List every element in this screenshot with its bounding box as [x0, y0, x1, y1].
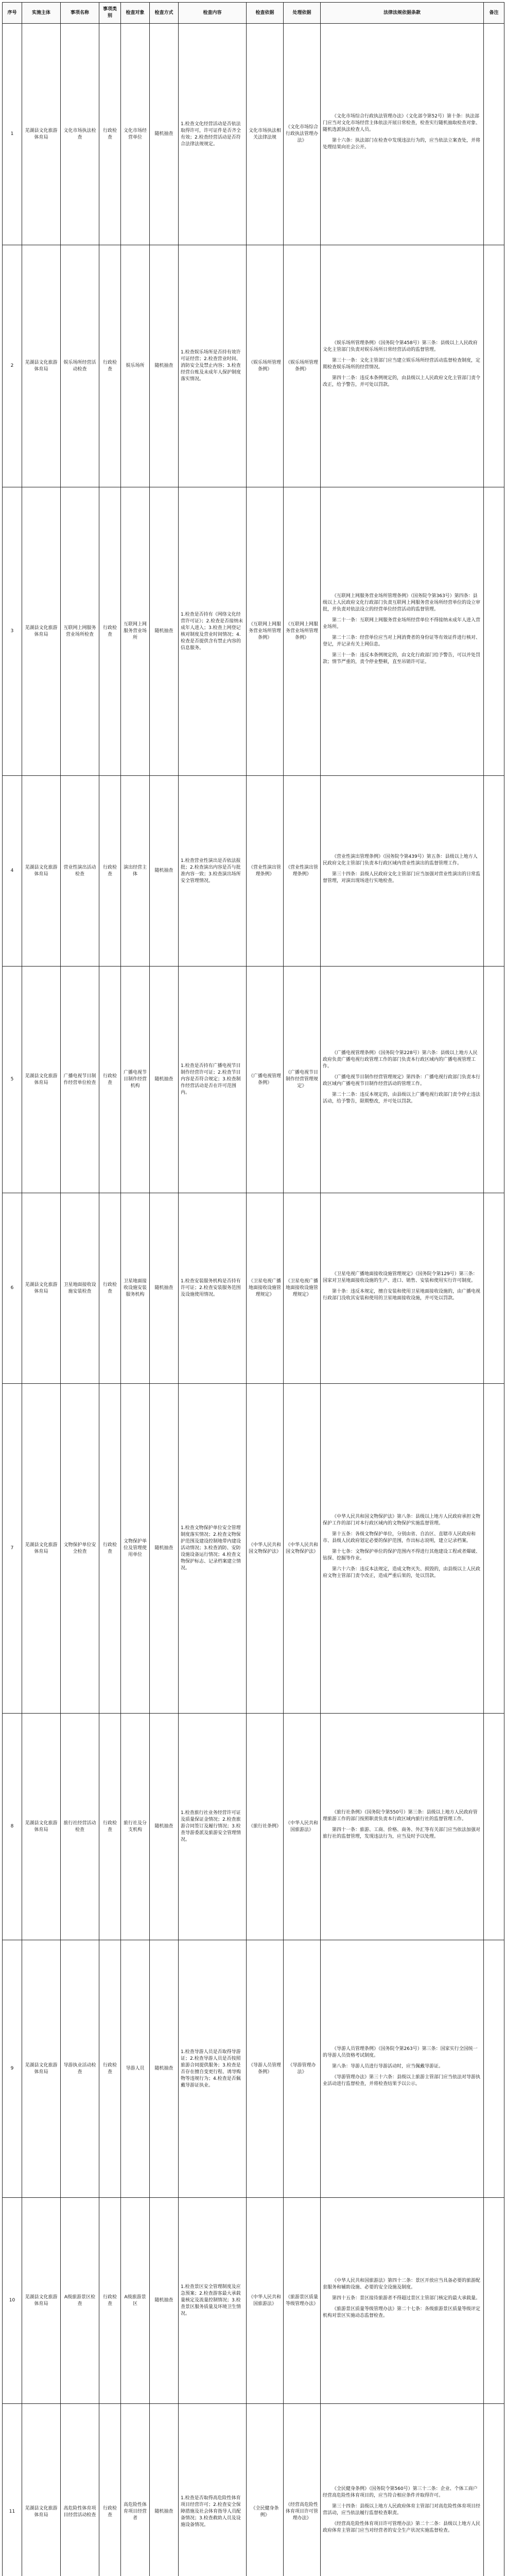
law-text-cell	[321, 776, 484, 967]
method-cell: 随机抽查	[150, 776, 179, 967]
table-row	[3, 1714, 504, 1940]
item-name-cell: 互联网上网服务营业场所检查	[61, 487, 99, 776]
col-header-method: 检查方式	[150, 3, 179, 24]
item-name-cell: A级旅游景区检查	[61, 2198, 99, 2404]
col-header-content: 检查内容	[179, 3, 247, 24]
note-cell	[484, 245, 504, 487]
law-paragraph: 《经营高危险性体育项目许可管理办法》第二十二条：县级以上地方人民政府体育主管部门应当对经营者的安全生产状况实施监督检查。	[323, 2521, 481, 2533]
content-cell: 1.检查景区安全管理制度及应急预案；2.检查游客最大承载量核定及流量控制情况；3.检查景区服务质量及环境卫生情况。	[179, 2198, 247, 2404]
subject-cell: 芜湖县文化旅游体育局	[22, 2404, 61, 2576]
table-row	[3, 967, 504, 1193]
law-paragraph: 《广播电视节目制作经营管理规定》第四条：广播电视行政部门负责本行政区域内广播电视节目制作经营活动的管理工作。	[323, 1075, 481, 1087]
subject-cell: 芜湖县文化旅游体育局	[22, 1193, 61, 1384]
item-name-cell: 导游执业活动检查	[61, 1940, 99, 2198]
category-cell: 行政检查	[99, 24, 121, 245]
col-header-law: 法律法规依据条款	[321, 3, 484, 24]
col-header-object: 检查对象	[121, 3, 150, 24]
law-paragraph: 《娱乐场所管理条例》（国务院令第458号）第三条：县级以上人民政府文化主管部门负责对娱乐场所日常经营活动的监督管理。	[323, 340, 478, 352]
col-header-item: 事项名称	[61, 3, 99, 24]
category-cell: 行政检查	[99, 2198, 121, 2404]
handle-cell: 《互联网上网服务营业场所管理条例》	[284, 487, 321, 776]
basis-cell: 《互联网上网服务营业场所管理条例》	[247, 487, 284, 776]
item-name-cell: 卫星地面接收设施安装检查	[61, 1193, 99, 1384]
handle-cell: 《中华人民共和国旅游法》	[284, 1714, 321, 1940]
basis-cell: 《广播电视管理条例》	[247, 967, 284, 1193]
content-cell: 1.检查旅行社业务经营许可证及质量保证金情况；2.检查旅游合同签订及履行情况；3.检查导游委派及旅游安全管理情况。	[179, 1714, 247, 1940]
category-cell: 行政检查	[99, 487, 121, 776]
method-cell: 随机抽查	[150, 245, 179, 487]
content-cell: 1.检查是否取得高危险性体育项目经营许可；2.检查安全保障措施及社会体育指导人员配备情况；3.检查救助人员及设施设备情况。	[179, 2404, 247, 2576]
category-cell: 行政检查	[99, 2404, 121, 2576]
item-name-cell: 文物保护单位安全检查	[61, 1384, 99, 1714]
note-cell	[484, 2404, 504, 2576]
law-text-cell	[321, 1193, 484, 1384]
category-cell: 行政检查	[99, 245, 121, 487]
subject-cell: 芜湖县文化旅游体育局	[22, 776, 61, 967]
subject-cell: 芜湖县文化旅游体育局	[22, 245, 61, 487]
law-paragraph: 第二十一条：互联网上网服务营业场所经营单位不得接纳未成年人进入营业场所。	[323, 618, 481, 630]
subject-cell: 芜湖县文化旅游体育局	[22, 24, 61, 245]
law-paragraph: 第八条：导游人员进行导游活动时，应当佩戴导游证。	[332, 2064, 444, 2069]
header-row	[3, 3, 504, 24]
law-paragraph: 《导游人员管理条例》（国务院令第263号）第三条：国家实行全国统一的导游人员资格考试制度。	[323, 2046, 478, 2058]
item-name-cell: 娱乐场所经营活动检查	[61, 245, 99, 487]
law-paragraph: 《全民健身条例》（国务院令第560号）第三十二条：企业、个体工商户经营高危险性体育项目的，应当符合相应条件并取得许可。	[323, 2486, 478, 2498]
basis-cell: 《卫星电视广播地面接收设施管理规定》	[247, 1193, 284, 1384]
method-cell: 随机抽查	[150, 2404, 179, 2576]
law-paragraph: 第三十一条：文化主管部门应当建立娱乐场所经营活动监督检查制度，定期检查娱乐场所的经营情况。	[323, 358, 481, 370]
row-number: 3	[3, 487, 22, 776]
basis-cell: 《全民健身条例》	[247, 2404, 284, 2576]
table-row	[3, 1940, 504, 2198]
table-row	[3, 2404, 504, 2576]
note-cell	[484, 1940, 504, 2198]
law-text-cell	[321, 2198, 484, 2404]
col-header-subject: 实施主体	[22, 3, 61, 24]
item-name-cell: 广播电视节目制作经营单位检查	[61, 967, 99, 1193]
law-text-cell	[321, 1940, 484, 2198]
law-paragraph: 《中华人民共和国旅游法》第四十二条：景区开放应当具备必要的旅游配套服务和辅助设施、必要的安全设施及制度。	[323, 2278, 481, 2290]
law-paragraph: 第四十二条：违反本条例规定的，由县级以上人民政府文化主管部门责令改正，给予警告，并可处以罚款。	[323, 375, 481, 387]
object-cell: 导游人员	[121, 1940, 150, 2198]
handle-cell: 《营业性演出管理条例》	[284, 776, 321, 967]
object-cell: 文化市场经营单位	[121, 24, 150, 245]
law-paragraph: 《互联网上网服务营业场所管理条例》（国务院令第363号）第四条：县级以上人民政府文化行政部门负责互联网上网服务营业场所经营单位的设立审批，并负责对依法设立的经营单位经营活动的监督管理。	[323, 594, 481, 612]
object-cell: 文物保护单位及管理使用单位	[121, 1384, 150, 1714]
law-paragraph: 《文化市场综合行政执法管理办法》（文化部令第52号）第十条：执法部门应当对文化市场经营主体依法开展日常检查，检查实行随机抽取检查对象、随机选派执法检查人员。	[323, 114, 481, 132]
regulation-table-sheet	[2, 2, 504, 2576]
row-number: 4	[3, 776, 22, 967]
method-cell: 随机抽查	[150, 1193, 179, 1384]
table-row	[3, 2198, 504, 2404]
note-cell	[484, 1714, 504, 1940]
category-cell: 行政检查	[99, 776, 121, 967]
table-row	[3, 1193, 504, 1384]
law-paragraph: 《营业性演出管理条例》（国务院令第439号）第五条：县级以上地方人民政府文化主管部门负责本行政区域内营业性演出的监督管理工作。	[323, 854, 478, 866]
item-name-cell: 营业性演出活动检查	[61, 776, 99, 967]
basis-cell: 《营业性演出管理条例》	[247, 776, 284, 967]
method-cell: 随机抽查	[150, 1384, 179, 1714]
subject-cell: 芜湖县文化旅游体育局	[22, 1714, 61, 1940]
law-paragraph: 第十六条：执法部门在检查中发现违法行为的，应当依法立案查处，并将处理结果向社会公开。	[323, 138, 481, 150]
handle-cell: 《经营高危险性体育项目许可管理办法》	[284, 2404, 321, 2576]
item-name-cell: 高危险性体育项目经营活动检查	[61, 2404, 99, 2576]
object-cell: 高危险性体育项目经营者	[121, 2404, 150, 2576]
content-cell: 1.检查营业性演出是否依法报批；2.检查演出内容是否与批准内容一致；3.检查演出场所安全管理情况。	[179, 776, 247, 967]
basis-cell: 《中华人民共和国旅游法》	[247, 2198, 284, 2404]
row-number: 2	[3, 245, 22, 487]
object-cell: 广播电视节目制作经营机构	[121, 967, 150, 1193]
basis-cell: 《中华人民共和国文物保护法》	[247, 1384, 284, 1714]
law-paragraph: 第三十四条：县级以上地方人民政府体育主管部门对高危险性体育项目经营活动，应当依法履行监督检查职责。	[323, 2503, 481, 2516]
note-cell	[484, 967, 504, 1193]
handle-cell: 《导游管理办法》	[284, 1940, 321, 2198]
object-cell: 卫星地面接收设施安装服务机构	[121, 1193, 150, 1384]
subject-cell: 芜湖县文化旅游体育局	[22, 967, 61, 1193]
content-cell: 1.检查文物保护单位安全管理制度落实情况；2.检查文物保护范围及建设控制地带内建设活动情况；3.检查消防、安防设施设备运行情况；4.检查文物保护标志、记录档案建立情况。	[179, 1384, 247, 1714]
content-cell: 1.检查娱乐场所是否持有效许可证经营；2.检查营业时间、消防安全及禁止内容；3.检查经营台账及未成年人保护制度落实情况。	[179, 245, 247, 487]
content-cell: 1.检查导游人员是否取得导游证；2.检查导游人员是否按照旅游合同提供服务；3.检查是否存在擅自变更行程、诱导购物等违规行为；4.检查是否佩戴导游证执业。	[179, 1940, 247, 2198]
category-cell: 行政检查	[99, 1940, 121, 2198]
note-cell	[484, 2198, 504, 2404]
law-paragraph: 《卫星电视广播地面接收设施管理规定》（国务院令第129号）第三条：国家对卫星地面接收设施的生产、进口、销售、安装和使用实行许可制度。	[323, 1271, 478, 1283]
law-text-cell	[321, 24, 484, 245]
law-text-cell	[321, 1714, 484, 1940]
basis-cell: 《旅行社条例》	[247, 1714, 284, 1940]
law-paragraph: 第三十一条：违反本条例规定的，由文化行政部门给予警告，可以并处罚款；情节严重的，责令停业整顿，直至吊销许可证。	[323, 653, 481, 665]
law-paragraph: 第十七条：文物保护单位的保护范围内不得进行其他建设工程或者爆破、钻探、挖掘等作业。	[323, 1549, 481, 1561]
law-paragraph: 第十五条：各级文物保护单位，分别由省、自治区、直辖市人民政府和市、县级人民政府划定必要的保护范围，作出标志说明，建立记录档案。	[323, 1531, 476, 1544]
item-name-cell: 旅行社经营活动检查	[61, 1714, 99, 1940]
object-cell: 旅行社及分支机构	[121, 1714, 150, 1940]
object-cell: A级旅游景区	[121, 2198, 150, 2404]
category-cell: 行政检查	[99, 967, 121, 1193]
basis-cell: 文化市场执法相关法律法规	[247, 24, 284, 245]
law-text-cell	[321, 2404, 484, 2576]
law-paragraph: 《导游管理办法》第三十六条：县级以上旅游主管部门应当依法对导游执业活动进行监督检查，并将检查结果予以公示。	[323, 2075, 481, 2087]
law-paragraph: 第二十三条：经营单位应当对上网消费者的身份证等有效证件进行核对、登记，并记录有关上网信息。	[323, 635, 481, 647]
law-paragraph: 第二十二条：违反本规定的，由县级以上广播电视行政部门责令停止违法活动，给予警告，限期整改，并可处以罚款。	[323, 1092, 481, 1104]
law-paragraph: 第四十五条：景区接待旅游者不得超过景区主管部门核定的最大承载量。	[332, 2296, 481, 2301]
handle-cell: 《文化市场综合行政执法管理办法》	[284, 24, 321, 245]
row-number: 9	[3, 1940, 22, 2198]
col-header-category: 事项类别	[99, 3, 121, 24]
table-row	[3, 24, 504, 245]
category-cell: 行政检查	[99, 1384, 121, 1714]
category-cell: 行政检查	[99, 1714, 121, 1940]
law-paragraph: 第三十四条：县级人民政府文化主管部门应当加强对营业性演出的日常监督管理，对演出现场进行实地检查。	[323, 871, 481, 884]
content-cell: 1.检查文化经营活动是否依法取得许可，许可证件是否齐全有效；2.检查经营活动是否符合法律法规规定。	[179, 24, 247, 245]
row-number: 11	[3, 2404, 22, 2576]
law-text-cell	[321, 1384, 484, 1714]
law-text-cell	[321, 487, 484, 776]
subject-cell: 芜湖县文化旅游体育局	[22, 2198, 61, 2404]
subject-cell: 芜湖县文化旅游体育局	[22, 1940, 61, 2198]
law-paragraph: 《中华人民共和国文物保护法》第八条：县级以上地方人民政府承担文物保护工作的部门对本行政区域内的文物保护实施监督管理。	[323, 1514, 481, 1526]
handle-cell: 《旅游景区质量等级管理办法》	[284, 2198, 321, 2404]
law-text-cell	[321, 245, 484, 487]
note-cell	[484, 487, 504, 776]
law-paragraph: 第十条：违反本规定，擅自安装和使用卫星地面接收设施的，由广播电视行政部门没收其安装和使用的卫星地面接收设施，并可处以罚款。	[323, 1289, 481, 1301]
content-cell: 1.检查安装服务机构是否持有许可证；2.检查安装服务范围及设施使用情况。	[179, 1193, 247, 1384]
object-cell: 互联网上网服务营业场所	[121, 487, 150, 776]
col-header-handle: 处理依据	[284, 3, 321, 24]
method-cell: 随机抽查	[150, 487, 179, 776]
row-number: 6	[3, 1193, 22, 1384]
row-number: 10	[3, 2198, 22, 2404]
handle-cell: 《中华人民共和国文物保护法》	[284, 1384, 321, 1714]
subject-cell: 芜湖县文化旅游体育局	[22, 487, 61, 776]
object-cell: 娱乐场所	[121, 245, 150, 487]
note-cell	[484, 776, 504, 967]
item-name-cell: 文化市场执法检查	[61, 24, 99, 245]
note-cell	[484, 24, 504, 245]
row-number: 7	[3, 1384, 22, 1714]
law-paragraph: 《广播电视管理条例》（国务院令第228号）第六条：县级以上地方人民政府负责广播电视行政管理工作的部门负责本行政区域内的广播电视管理工作。	[323, 1050, 478, 1069]
col-header-note: 备注	[484, 3, 504, 24]
law-paragraph: 《旅游景区质量等级管理办法》第二十七条：各级旅游景区质量等级评定机构对景区实施动态监督检查。	[323, 2307, 481, 2318]
method-cell: 随机抽查	[150, 967, 179, 1193]
object-cell: 演出经营主体	[121, 776, 150, 967]
law-paragraph: 第六十六条：违反本法规定，造成文物灭失、损毁的，由县级以上人民政府文物主管部门责令改正，造成严重后果的，处以罚款。	[323, 1566, 481, 1579]
handle-cell: 《卫星电视广播地面接收设施管理规定》	[284, 1193, 321, 1384]
col-header-basis: 检查依据	[247, 3, 284, 24]
row-number: 8	[3, 1714, 22, 1940]
table-row	[3, 1384, 504, 1714]
note-cell	[484, 1384, 504, 1714]
method-cell: 随机抽查	[150, 1714, 179, 1940]
method-cell: 随机抽查	[150, 1940, 179, 2198]
row-number: 1	[3, 24, 22, 245]
table-row	[3, 776, 504, 967]
category-cell: 行政检查	[99, 1193, 121, 1384]
handle-cell: 《广播电视节目制作经营管理规定》	[284, 967, 321, 1193]
table-row	[3, 487, 504, 776]
law-text-cell	[321, 967, 484, 1193]
table-row	[3, 245, 504, 487]
row-number: 5	[3, 967, 22, 1193]
note-cell	[484, 1193, 504, 1384]
law-paragraph: 第四十一条：旅游、工商、价格、商务、外汇等有关部门应当依法加强对旅行社的监督管理，发现违法行为，应当及时予以处理。	[323, 1827, 481, 1839]
inspection-items-table	[2, 2, 504, 2576]
handle-cell: 《娱乐场所管理条例》	[284, 245, 321, 487]
method-cell: 随机抽查	[150, 24, 179, 245]
col-header-no: 序号	[3, 3, 22, 24]
law-paragraph: 《旅行社条例》（国务院令第550号）第三条：县级以上地方人民政府管理旅游工作的部门按照职责负责本行政区域内旅行社的监督管理工作。	[323, 1809, 478, 1822]
method-cell: 随机抽查	[150, 2198, 179, 2404]
basis-cell: 《娱乐场所管理条例》	[247, 245, 284, 487]
content-cell: 1.检查是否持有广播电视节目制作经营许可证；2.检查节目内容是否符合规定；3.检查制作经营活动是否在许可范围内。	[179, 967, 247, 1193]
subject-cell: 芜湖县文化旅游体育局	[22, 1384, 61, 1714]
basis-cell: 《导游人员管理条例》	[247, 1940, 284, 2198]
content-cell: 1.检查是否持有《网络文化经营许可证》；2.检查是否接纳未成年人进入；3.检查上网登记核对制度及营业时间情况；4.检查是否提供含有禁止内容的信息服务。	[179, 487, 247, 776]
